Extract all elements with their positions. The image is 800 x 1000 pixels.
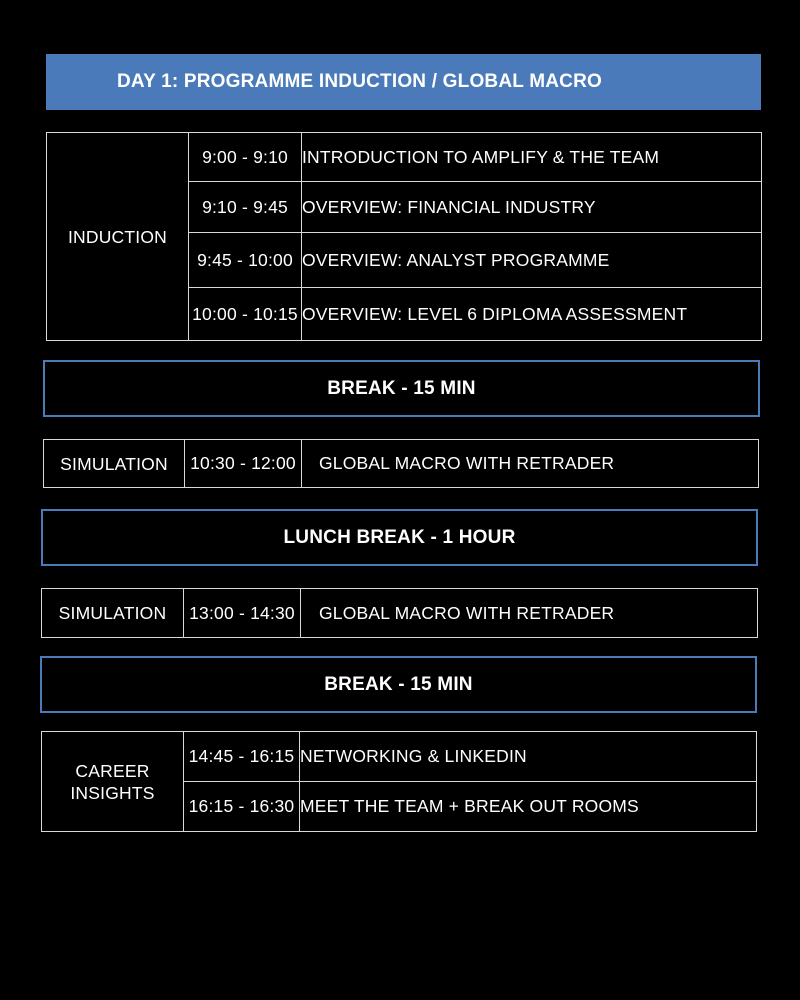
session-title: MEET THE TEAM + BREAK OUT ROOMS <box>300 782 757 832</box>
time-cell: 10:00 - 10:15 <box>189 288 302 341</box>
break-banner <box>43 360 760 417</box>
category-label: INDUCTION <box>67 226 167 247</box>
time-cell: 9:45 - 10:00 <box>189 233 302 288</box>
category-cell: SIMULATION <box>44 440 185 488</box>
session-title: OVERVIEW: ANALYST PROGRAMME <box>302 233 762 288</box>
category-cell: SIMULATION <box>42 589 184 638</box>
session-title: NETWORKING & LINKEDIN <box>300 732 757 782</box>
break-banner <box>40 656 757 713</box>
time-cell: 10:30 - 12:00 <box>185 440 302 488</box>
session-title: INTRODUCTION TO AMPLIFY & THE TEAM <box>302 133 762 182</box>
session-title: OVERVIEW: FINANCIAL INDUSTRY <box>302 182 762 233</box>
time-cell: 13:00 - 14:30 <box>184 589 301 638</box>
break-label: BREAK - 15 MIN <box>324 673 473 695</box>
lunch-break-banner <box>41 509 758 566</box>
category-label-line1: CAREER <box>75 760 150 781</box>
category-cell <box>47 133 189 341</box>
break-label: BREAK - 15 MIN <box>327 377 476 399</box>
lunch-break-label: LUNCH BREAK - 1 HOUR <box>283 526 516 548</box>
category-cell <box>42 732 184 832</box>
table-row <box>44 440 759 488</box>
table-row <box>42 589 758 638</box>
time-cell: 14:45 - 16:15 <box>184 732 300 782</box>
table-row <box>42 732 757 782</box>
session-title: GLOBAL MACRO WITH RETRADER <box>301 589 758 638</box>
category-label-line2: INSIGHTS <box>70 782 155 803</box>
time-cell: 9:10 - 9:45 <box>189 182 302 233</box>
career-table <box>41 731 757 832</box>
day-title: DAY 1: PROGRAMME INDUCTION / GLOBAL MACRO <box>117 71 602 92</box>
simulation-table <box>41 588 758 638</box>
simulation-table <box>43 439 759 488</box>
session-title: OVERVIEW: LEVEL 6 DIPLOMA ASSESSMENT <box>302 288 762 341</box>
table-row <box>47 133 762 182</box>
time-cell: 9:00 - 9:10 <box>189 133 302 182</box>
induction-table <box>46 132 762 341</box>
day-header <box>46 54 761 110</box>
time-cell: 16:15 - 16:30 <box>184 782 300 832</box>
session-title: GLOBAL MACRO WITH RETRADER <box>302 440 759 488</box>
